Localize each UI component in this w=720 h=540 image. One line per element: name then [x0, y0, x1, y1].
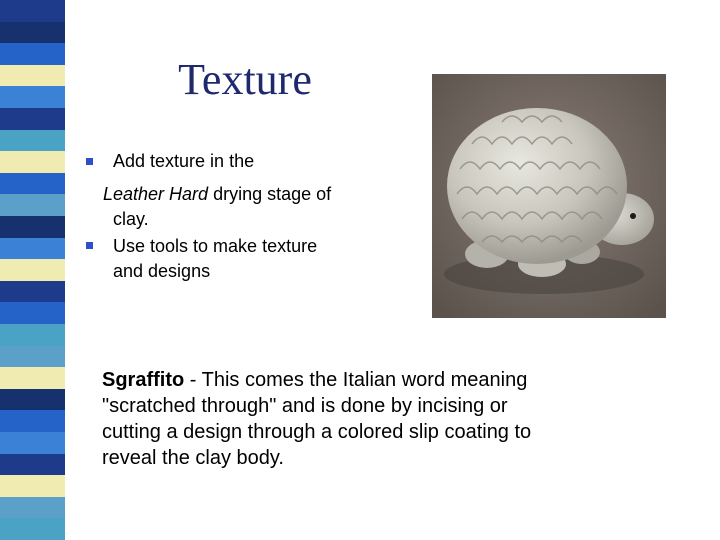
slide-title: Texture [178, 55, 312, 104]
stripe-cell [0, 0, 65, 22]
sgraffito-paragraph [102, 367, 662, 471]
decorative-stripe [0, 0, 65, 540]
bullet-marker [86, 242, 93, 249]
stripe-cell [0, 43, 65, 65]
clay-turtle-photo [432, 74, 666, 318]
stripe-cell [0, 65, 65, 87]
stripe-cell [0, 346, 65, 368]
sgraffito-term: Sgraffito [102, 369, 185, 391]
stripe-cell [0, 173, 65, 195]
stripe-cell [0, 475, 65, 497]
paragraph-line-4: reveal the clay body. [102, 447, 284, 469]
bullet-2-line-2: and designs [113, 261, 211, 281]
paragraph-line-2: "scratched through" and is done by incising or [102, 395, 508, 417]
paragraph-line-3: cutting a design through a colored slip coating to [102, 421, 532, 443]
stripe-cell [0, 410, 65, 432]
bullet-1-italic: Leather Hard [103, 184, 209, 204]
stripe-cell [0, 259, 65, 281]
paragraph-line-1 [102, 367, 662, 393]
stripe-cell [0, 238, 65, 260]
bullet-1-line-2-rest: drying stage of [208, 184, 332, 204]
stripe-cell [0, 216, 65, 238]
stripe-cell [0, 324, 65, 346]
stripe-cell [0, 281, 65, 303]
stripe-cell [0, 194, 65, 216]
bullet-1-line-3: clay. [113, 209, 149, 229]
stripe-cell [0, 432, 65, 454]
stripe-cell [0, 151, 65, 173]
stripe-cell [0, 497, 65, 519]
stripe-cell [0, 518, 65, 540]
bullet-2-line-1: Use tools to make texture [113, 236, 318, 256]
stripe-cell [0, 454, 65, 476]
bullet-marker [86, 158, 93, 165]
stripe-cell [0, 22, 65, 44]
stripe-cell [0, 389, 65, 411]
stripe-cell [0, 86, 65, 108]
stripe-cell [0, 108, 65, 130]
paragraph-line-1-text: - This comes the Italian word meaning [184, 369, 528, 391]
stripe-cell [0, 130, 65, 152]
bullet-1-line-2 [103, 183, 331, 206]
bullet-1-line-1: Add texture in the [113, 151, 255, 171]
stripe-cell [0, 302, 65, 324]
stripe-cell [0, 367, 65, 389]
